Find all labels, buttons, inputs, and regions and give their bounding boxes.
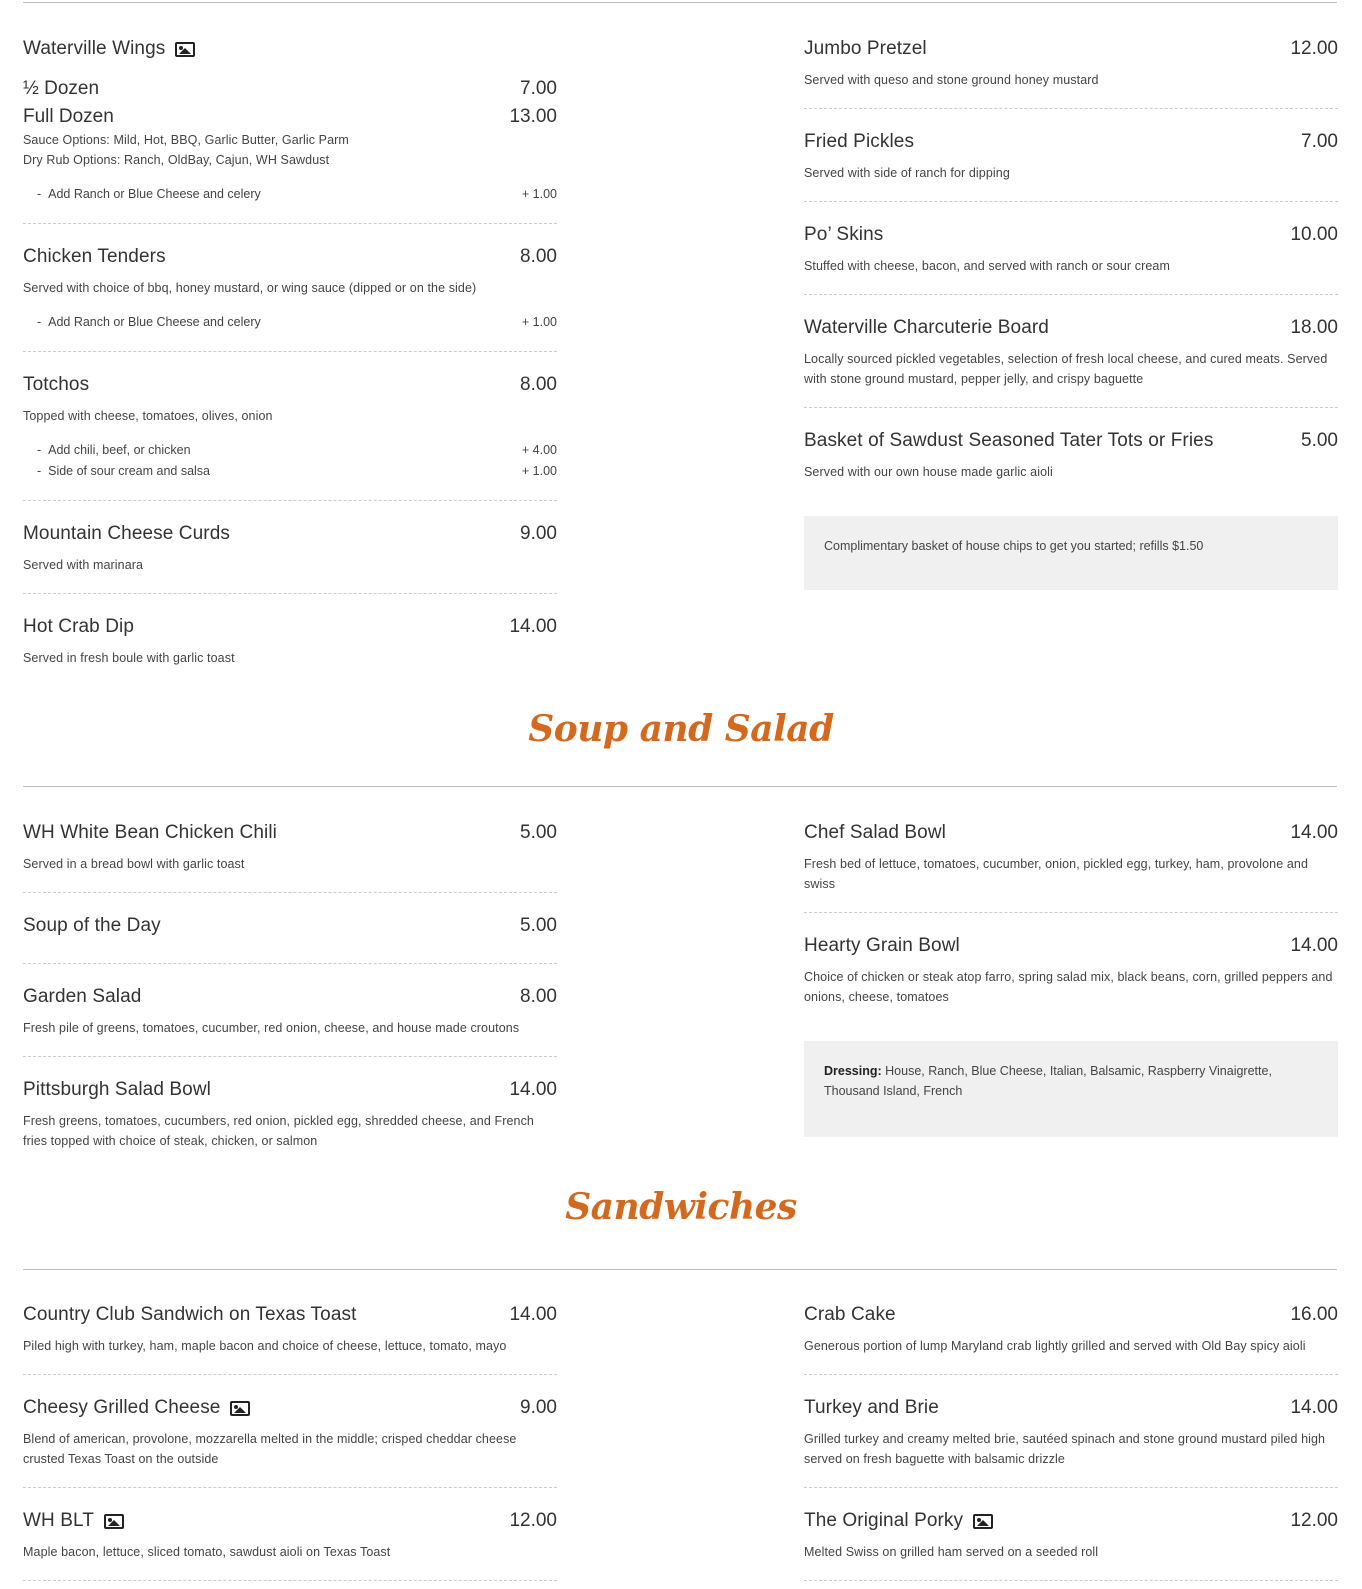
menu-item-totchos[interactable] [23,374,557,501]
item-name: Chicken Tenders [23,246,166,267]
item-name: Chef Salad Bowl [804,822,946,843]
addon-row: - Add chili, beef, or chicken + 4.00 [37,443,557,457]
item-price: 14.00 [1290,1397,1338,1418]
item-description: Served in a bread bowl with garlic toast [23,857,245,871]
item-description: Grilled turkey and creamy melted brie, sautéed spinach and stone ground mustard piled high served on fresh baguette with balsamic drizzle [804,1432,1326,1466]
addons [23,184,557,205]
item-description: Locally sourced pickled vegetables, selection of fresh local cheese, and cured meats. Served with stone ground mustard, pepper jelly, and crispy baguette [804,352,1328,386]
menu-item-po-skins[interactable] [804,224,1338,295]
item-name: Mountain Cheese Curds [23,523,230,544]
item-description: Melted Swiss on grilled ham served on a seeded roll [804,1545,1099,1559]
menu-item-hot-crab-dip[interactable] [23,616,557,686]
menu-item-charcuterie-board[interactable] [804,317,1338,408]
item-description: Stuffed with cheese, bacon, and served with ranch or sour cream [804,259,1170,273]
item-price: 7.00 [1301,131,1338,152]
top-divider [23,2,1337,3]
menu-item-pittsburgh-salad-bowl[interactable] [23,1079,557,1169]
item-description: Served with marinara [23,558,144,572]
soup-salad-left-column [23,822,557,1191]
menu-item-hearty-grain-bowl[interactable] [804,935,1338,1025]
item-description: Choice of chicken or steak atop farro, spring salad mix, black beans, corn, grilled peppers and onions, cheese, tomatoes [804,970,1333,1004]
appetizers-right-column [804,38,1338,590]
dressing-note [804,1041,1338,1137]
item-price: 18.00 [1290,317,1338,338]
menu-item-original-porky[interactable] [804,1510,1338,1581]
size-row: Full Dozen 13.00 [23,106,557,127]
item-description: Blend of american, provolone, mozzarella melted in the middle; crisped cheddar cheese crusted Texas Toast on the outside [23,1432,517,1466]
item-price: 10.00 [1290,224,1338,245]
chips-note: Complimentary basket of house chips to get you started; refills $1.50 [804,516,1338,590]
item-name: Crab Cake [804,1304,896,1325]
item-description: Fresh bed of lettuce, tomatoes, cucumber, onion, pickled egg, turkey, ham, provolone and swiss [804,857,1308,891]
menu-item-soup-of-the-day[interactable] [23,915,557,964]
item-description: Sauce Options: Mild, Hot, BBQ, Garlic Butter, Garlic Parm Dry Rub Options: Ranch, OldBay, Cajun, WH Sawdust [23,133,349,167]
item-name: Turkey and Brie [804,1397,939,1418]
menu-item-crab-cake[interactable] [804,1304,1338,1375]
menu-item-mountain-cheese-curds[interactable] [23,523,557,594]
addon-row: - Side of sour cream and salsa + 1.00 [37,464,557,478]
size-row: ½ Dozen 7.00 [23,78,557,99]
item-description: Served with choice of bbq, honey mustard, or wing sauce (dipped or on the side) [23,281,477,295]
menu-item-jumbo-pretzel[interactable] [804,38,1338,109]
item-description: Fresh pile of greens, tomatoes, cucumber, red onion, cheese, and house made croutons [23,1021,520,1035]
item-description: Maple bacon, lettuce, sliced tomato, sawdust aioli on Texas Toast [23,1545,391,1559]
appetizers-left-column [23,38,557,708]
item-name: Country Club Sandwich on Texas Toast [23,1304,357,1325]
item-name: The Original Porky [804,1510,993,1532]
item-description: Piled high with turkey, ham, maple bacon and choice of cheese, lettuce, tomato, mayo [23,1339,507,1353]
menu-item-waterville-wings[interactable] [23,38,557,224]
item-price: 14.00 [509,1304,557,1325]
addon-row: - Add Ranch or Blue Cheese and celery + 1.00 [37,187,557,201]
item-price: 9.00 [520,1397,557,1418]
item-price: 12.00 [1290,1510,1338,1531]
menu-item-cheesy-grilled-cheese[interactable] [23,1397,557,1488]
item-price: 12.00 [509,1510,557,1531]
item-price: 8.00 [520,246,557,267]
item-price: 12.00 [1290,38,1338,59]
item-name: Hot Crab Dip [23,616,135,637]
section-title-soup-salad: Soup and Salad [528,708,834,750]
item-description: Served with side of ranch for dipping [804,166,1010,180]
item-name: WH White Bean Chicken Chili [23,822,278,843]
item-name: Hearty Grain Bowl [804,935,960,956]
section-divider [23,1269,1337,1270]
item-price: 14.00 [509,1079,557,1100]
dressing-options: House, Ranch, Blue Cheese, Italian, Balsamic, Raspberry Vinaigrette, Thousand Island, French [824,1064,1272,1098]
menu-item-chicken-tenders[interactable] [23,246,557,352]
section-divider [23,786,1337,787]
menu-item-garden-salad[interactable] [23,986,557,1057]
image-icon[interactable] [973,1514,993,1529]
item-price: 5.00 [520,915,557,936]
item-price: 14.00 [509,616,557,637]
menu-item-turkey-and-brie[interactable] [804,1397,1338,1488]
menu-item-white-bean-chili[interactable] [23,822,557,893]
item-name: Waterville Charcuterie Board [804,317,1049,338]
item-name: Totchos [23,374,90,395]
soup-salad-right-column [804,822,1338,1137]
item-price: 16.00 [1290,1304,1338,1325]
menu-item-country-club-sandwich[interactable] [23,1304,557,1375]
item-price: 5.00 [1301,430,1338,451]
sandwiches-right-column [804,1304,1338,1589]
item-description: Topped with cheese, tomatoes, olives, onion [23,409,273,423]
item-name: Fried Pickles [804,131,915,152]
item-name: Cheesy Grilled Cheese [23,1397,250,1419]
item-description: Generous portion of lump Maryland crab lightly grilled and served with Old Bay spicy aioli [804,1339,1306,1353]
item-name: Basket of Sawdust Seasoned Tater Tots or Fries [804,430,1214,451]
item-name: WH BLT [23,1510,124,1532]
addons [23,312,557,333]
item-name: Waterville Wings [23,38,557,60]
item-description: Served in fresh boule with garlic toast [23,651,235,665]
dressing-label: Dressing: [824,1064,882,1078]
menu-item-chef-salad-bowl[interactable] [804,822,1338,913]
section-title-sandwiches: Sandwiches [565,1186,797,1228]
item-name: Garden Salad [23,986,142,1007]
item-name: Po’ Skins [804,224,884,245]
image-icon[interactable] [230,1401,250,1416]
image-icon[interactable] [175,42,195,57]
item-price: 9.00 [520,523,557,544]
item-name: Jumbo Pretzel [804,38,927,59]
item-price: 8.00 [520,374,557,395]
item-description: Served with queso and stone ground honey mustard [804,73,1099,87]
image-icon[interactable] [104,1514,124,1529]
menu-item-wh-blt[interactable] [23,1510,557,1581]
item-description: Fresh greens, tomatoes, cucumbers, red onion, pickled egg, shredded cheese, and French fries topped with choice of steak, chicken, or salmon [23,1114,534,1148]
item-price: 14.00 [1290,822,1338,843]
item-price: 8.00 [520,986,557,1007]
addons [23,440,557,482]
item-price: 5.00 [520,822,557,843]
sandwiches-left-column [23,1304,557,1589]
menu-item-fried-pickles[interactable] [804,131,1338,202]
item-name: Soup of the Day [23,915,161,936]
item-name: Pittsburgh Salad Bowl [23,1079,211,1100]
addon-row: - Add Ranch or Blue Cheese and celery + 1.00 [37,315,557,329]
item-description: Served with our own house made garlic aioli [804,465,1053,479]
item-price: 14.00 [1290,935,1338,956]
menu-item-tater-tots-fries[interactable] [804,430,1338,500]
